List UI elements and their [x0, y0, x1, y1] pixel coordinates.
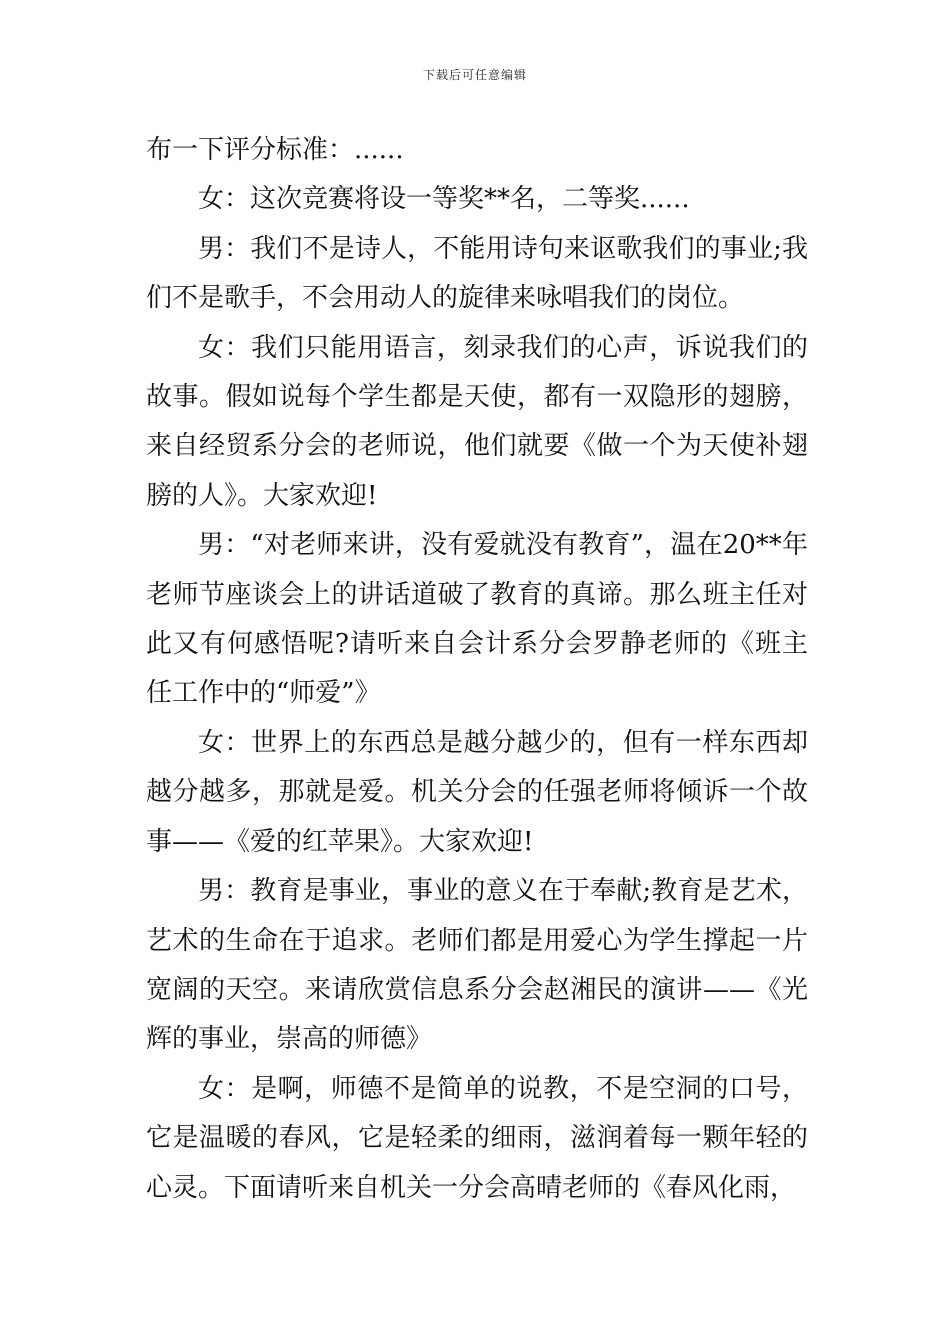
paragraph-female-award: 女：这次竞赛将设一等奖**名，二等奖...... [198, 184, 690, 215]
paragraph-male-dedication: 男：教育是事业，事业的意义在于奉献;教育是艺术，艺术的生命在于追求。老师们都是用爱心为学生撑起一片宽阔的天空。来请欣赏信息系分会赵湘民的演讲——《光辉的事业，崇高的师德》 [146, 876, 808, 1055]
paragraph-female-angels: 女：我们只能用语言，刻录我们的心声，诉说我们的故事。假如说每个学生都是天使，都有一双隐形的翅膀，来自经贸系分会的老师说，他们就要《做一个为天使补翅膀的人》。大家欢迎! [146, 332, 808, 511]
paragraph-female-spring-breeze: 女：是啊，师德不是简单的说教，不是空洞的口号，它是温暖的春风，它是轻柔的细雨，滋润着每一颗年轻的心灵。下面请听来自机关一分会高晴老师的《春风化雨， [146, 1073, 808, 1203]
paragraph-male-love-education: 男：“对老师来讲，没有爱就没有教育”，温在20**年老师节座谈会上的讲话道破了教育的真谛。那么班主任对此又有何感悟呢?请听来自会计系分会罗静老师的《班主任工作中的“师爱”》 [146, 530, 808, 709]
paragraph-male-poets: 男：我们不是诗人，不能用诗句来讴歌我们的事业;我们不是歌手，不会用动人的旋律来咏唱我们的岗位。 [146, 233, 808, 314]
paragraph-continuation: 布一下评分标准：...... [146, 135, 404, 165]
document-body [146, 126, 808, 1213]
page-header: 下载后可任意编辑 [422, 68, 527, 82]
paragraph-female-red-apple: 女：世界上的东西总是越分越少的，但有一样东西却越分越多，那就是爱。机关分会的任强老师将倾诉一个故事——《爱的红苹果》。大家欢迎! [146, 727, 808, 857]
